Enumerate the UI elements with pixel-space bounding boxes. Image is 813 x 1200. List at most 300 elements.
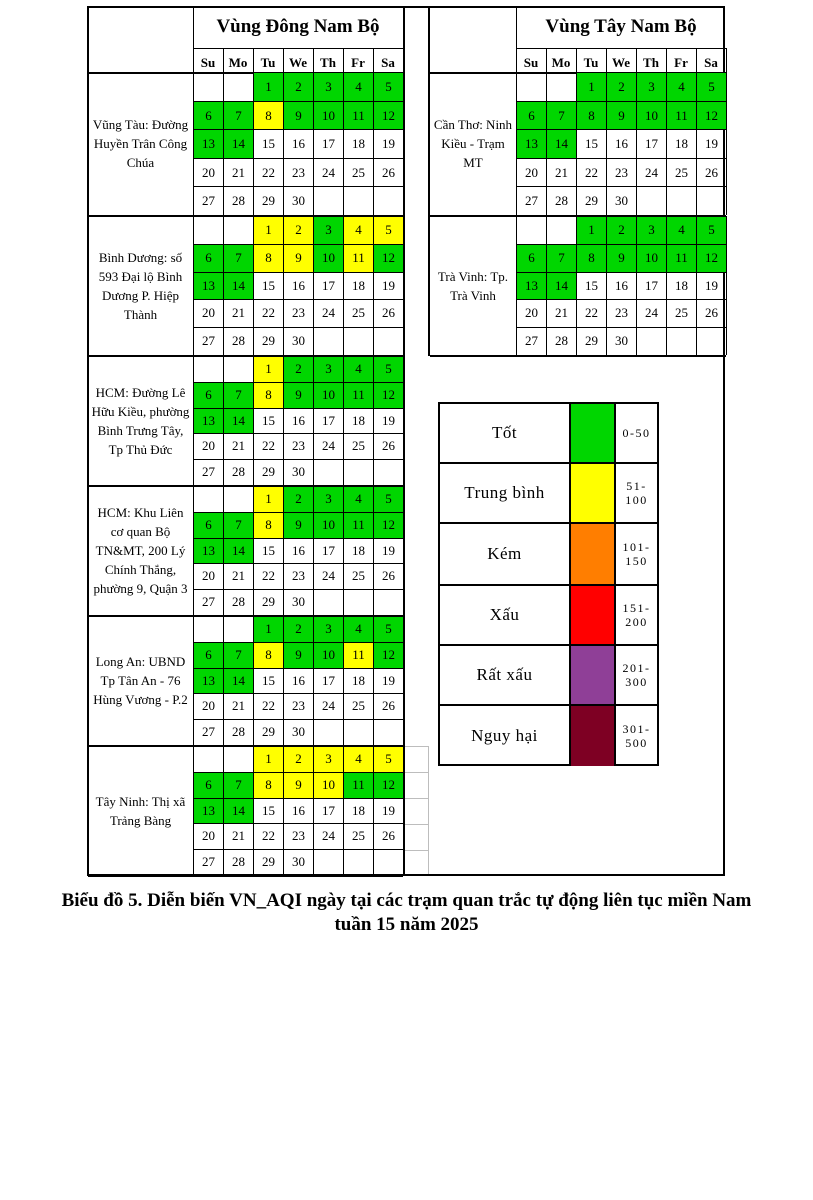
calendar-day-cell: 2 [284,217,313,244]
calendar-day-cell: 3 [637,73,666,101]
calendar-day-cell: 30 [292,193,305,209]
calendar-column-line [636,216,637,355]
legend-color-swatch [571,464,616,522]
calendar-day-cell [194,357,223,382]
calendar-day-cell: 7 [547,245,576,272]
east-station-name: Tây Ninh: Thị xã Trảng Bàng [95,793,186,828]
calendar-day-cell: 27 [202,464,215,480]
legend-color-swatch [571,586,616,644]
calendar-day-cell: 19 [705,277,718,293]
station-divider [430,355,726,357]
calendar-day-cell: 19 [382,136,395,152]
calendar-row-line [193,244,403,245]
calendar-row-line [193,129,403,130]
calendar-day-cell: 10 [314,245,343,272]
calendar-day-cell: 28 [232,724,245,740]
calendar-day-cell: 22 [262,568,275,584]
calendar-day-cell: 24 [322,305,335,321]
calendar-day-cell: 4 [667,217,696,244]
east-station-name: Vũng Tàu: Đường Huyền Trân Công Chúa [92,117,189,170]
calendar-day-cell: 3 [314,747,343,772]
calendar-day-cell: 8 [254,245,283,272]
calendar-column-line [223,616,224,745]
calendar-day-cell: 21 [232,828,245,844]
calendar-day-cell: 27 [525,193,538,209]
calendar-day-cell [314,328,343,355]
calendar-day-cell: 15 [262,542,275,558]
calendar-column-line [253,216,254,355]
west-station-name: Cần Thơ: Ninh Kiều - Trạm MT [433,117,513,170]
calendar-day-cell: 15 [262,672,275,688]
calendar-column-line [253,486,254,615]
calendar-day-cell: 9 [607,245,636,272]
calendar-day-cell: 4 [344,357,373,382]
calendar-day-cell [637,187,666,215]
calendar-day-cell: 7 [547,102,576,130]
calendar-day-cell: 28 [232,594,245,610]
calendar-day-cell: 16 [615,136,628,152]
calendar-day-cell [374,328,403,355]
calendar-day-cell: 7 [224,383,253,408]
calendar-day-cell: 27 [202,594,215,610]
calendar-row-line [193,589,403,590]
legend-range: 201-300 [622,661,651,689]
calendar-day-cell: 16 [292,277,305,293]
calendar-day-cell [224,217,253,244]
calendar-row-line [193,719,403,720]
calendar-row-line [193,823,403,824]
calendar-day-cell: 25 [352,568,365,584]
east-station-name: HCM: Khu Liên cơ quan Bộ TN&MT, 200 Lý Chính Thắng, phường 9, Quận 3 [93,505,188,596]
calendar-day-cell: 14 [224,539,253,564]
calendar-column-line [313,486,314,615]
day-header-mo: Mo [228,55,248,70]
header-column-line [283,48,284,72]
calendar-day-cell: 6 [517,102,546,130]
calendar-day-cell: 1 [577,217,606,244]
east-station-name: Bình Dương: số 593 Đại lộ Bình Dương P. Hiệp Thành [98,249,183,322]
calendar-day-cell: 24 [645,305,658,321]
figure-caption [0,889,813,937]
calendar-day-cell: 13 [194,273,223,300]
calendar-day-cell [344,590,373,615]
legend-row [440,706,657,766]
calendar-day-cell [344,720,373,745]
calendar-day-cell: 3 [314,617,343,642]
calendar-day-cell: 18 [352,672,365,688]
calendar-row-line [193,563,403,564]
calendar-column-line [606,216,607,355]
calendar-day-cell: 30 [292,464,305,480]
calendar-day-cell: 19 [382,802,395,818]
calendar-day-cell: 27 [202,854,215,870]
calendar-day-cell: 23 [615,164,628,180]
calendar-day-cell: 8 [254,383,283,408]
calendar-day-cell: 29 [585,193,598,209]
calendar-day-cell: 27 [525,333,538,349]
legend-row [440,404,657,464]
calendar-day-cell: 8 [254,513,283,538]
calendar-day-cell: 2 [284,487,313,512]
calendar-day-cell: 11 [667,102,696,130]
calendar-day-cell: 27 [202,333,215,349]
calendar-day-cell: 9 [284,513,313,538]
calendar-day-cell: 10 [637,102,666,130]
east-station-name: HCM: Đường Lê Hữu Kiều, phường Bình Trưng Tây, Tp Thủ Đức [91,384,190,457]
calendar-day-cell: 23 [292,305,305,321]
calendar-column-line [726,216,727,355]
calendar-day-cell: 12 [374,383,403,408]
east-name-column-line [193,8,194,874]
east-region-right-border [403,8,405,874]
calendar-day-cell: 16 [292,542,305,558]
legend-label: Nguy hại [440,706,571,766]
calendar-column-line [283,72,284,215]
calendar-day-cell: 24 [322,828,335,844]
calendar-day-cell: 22 [262,164,275,180]
calendar-day-cell [547,73,576,101]
calendar-column-line [313,216,314,355]
calendar-day-cell: 6 [194,102,223,130]
header-column-line [373,48,374,72]
calendar-day-cell: 5 [697,73,726,101]
header-divider [193,48,403,49]
calendar-day-cell [314,850,343,875]
calendar-day-cell: 21 [232,568,245,584]
calendar-day-cell: 13 [194,539,223,564]
calendar-day-cell: 14 [547,273,576,300]
calendar-column-line [313,356,314,485]
calendar-day-cell: 10 [314,773,343,798]
day-header-we: We [288,55,308,70]
header-column-line [666,48,667,72]
calendar-column-line [546,216,547,355]
legend-label: Kém [440,524,571,584]
calendar-day-cell: 25 [352,305,365,321]
legend-color-swatch [571,404,616,462]
aqi-legend [438,402,659,766]
calendar-day-cell: 8 [254,773,283,798]
calendar-day-cell: 17 [322,277,335,293]
calendar-day-cell: 18 [352,136,365,152]
calendar-day-cell: 17 [322,412,335,428]
calendar-column-line [696,72,697,215]
calendar-day-cell [314,720,343,745]
calendar-day-cell: 11 [344,102,373,130]
calendar-column-line [343,746,344,875]
calendar-row-line [516,244,726,245]
legend-color-swatch [571,706,616,766]
calendar-day-cell: 21 [232,698,245,714]
calendar-column-line [343,72,344,215]
calendar-column-line [283,616,284,745]
filler-grid-line [405,746,428,747]
day-header-sa: Sa [381,55,395,70]
calendar-day-cell: 22 [262,305,275,321]
calendar-day-cell [224,487,253,512]
calendar-row-line [193,158,403,159]
calendar-day-cell: 1 [254,617,283,642]
calendar-day-cell: 13 [517,273,546,300]
calendar-day-cell [194,747,223,772]
filler-grid-line [405,850,428,851]
calendar-row-line [193,433,403,434]
day-header-tu: Tu [260,55,276,70]
calendar-column-line [313,72,314,215]
calendar-day-cell: 3 [314,357,343,382]
calendar-day-cell: 9 [284,383,313,408]
calendar-day-cell: 22 [585,164,598,180]
calendar-day-cell: 9 [284,245,313,272]
calendar-day-cell: 17 [322,542,335,558]
calendar-column-line [373,356,374,485]
calendar-day-cell: 20 [202,164,215,180]
west-name-column-line [516,8,517,356]
calendar-row-line [516,272,726,273]
calendar-day-cell: 28 [232,854,245,870]
calendar-day-cell: 3 [637,217,666,244]
calendar-day-cell: 11 [344,643,373,668]
calendar-row-line [516,186,726,187]
calendar-day-cell [667,328,696,355]
calendar-day-cell: 27 [202,193,215,209]
calendar-day-cell: 30 [292,854,305,870]
calendar-day-cell: 16 [292,802,305,818]
calendar-day-cell: 3 [314,217,343,244]
header-column-line [223,48,224,72]
calendar-day-cell: 13 [194,130,223,158]
region-title-west: Vùng Tây Nam Bộ [545,16,697,37]
calendar-day-cell: 22 [262,828,275,844]
calendar-day-cell: 4 [344,217,373,244]
calendar-day-cell: 11 [344,773,373,798]
calendar-day-cell: 15 [262,802,275,818]
day-header-we: We [611,55,631,70]
calendar-column-line [373,746,374,875]
calendar-day-cell: 17 [322,672,335,688]
calendar-day-cell: 16 [292,672,305,688]
calendar-day-cell: 7 [224,102,253,130]
header-column-line [546,48,547,72]
calendar-day-cell [224,357,253,382]
calendar-column-line [223,746,224,875]
calendar-day-cell [637,328,666,355]
calendar-day-cell: 1 [254,73,283,101]
calendar-day-cell: 8 [577,102,606,130]
calendar-day-cell: 23 [615,305,628,321]
calendar-day-cell: 20 [202,568,215,584]
calendar-day-cell: 9 [284,643,313,668]
calendar-day-cell: 3 [314,73,343,101]
calendar-day-cell: 12 [374,245,403,272]
calendar-day-cell [224,73,253,101]
calendar-row-line [516,299,726,300]
calendar-column-line [223,356,224,485]
calendar-column-line [253,616,254,745]
calendar-day-cell: 2 [607,73,636,101]
calendar-day-cell: 18 [675,277,688,293]
calendar-day-cell: 9 [284,773,313,798]
day-header-th: Th [320,55,336,70]
calendar-day-cell: 25 [352,698,365,714]
calendar-day-cell: 25 [352,438,365,454]
calendar-column-line [373,616,374,745]
west-station-name: Trà Vinh: Tp. Trà Vinh [437,268,509,303]
day-header-sa: Sa [704,55,718,70]
legend-range: 151-200 [622,601,651,629]
calendar-day-cell: 23 [292,438,305,454]
calendar-day-cell: 19 [705,136,718,152]
day-header-th: Th [643,55,659,70]
calendar-day-cell: 28 [232,464,245,480]
calendar-row-line [193,798,403,799]
filler-grid-line [405,798,428,799]
calendar-day-cell: 2 [284,357,313,382]
header-column-line [313,48,314,72]
calendar-day-cell: 24 [645,164,658,180]
calendar-day-cell: 29 [585,333,598,349]
calendar-day-cell: 23 [292,828,305,844]
calendar-day-cell: 17 [645,277,658,293]
calendar-row-line [193,459,403,460]
calendar-day-cell: 15 [262,136,275,152]
calendar-column-line [576,216,577,355]
calendar-day-cell: 5 [374,217,403,244]
calendar-column-line [343,616,344,745]
calendar-day-cell: 6 [194,245,223,272]
calendar-day-cell: 10 [314,102,343,130]
legend-label: Rất xấu [440,646,571,704]
calendar-day-cell: 19 [382,542,395,558]
calendar-row-line [193,642,403,643]
calendar-day-cell: 6 [517,245,546,272]
calendar-day-cell: 29 [262,594,275,610]
calendar-row-line [193,327,403,328]
calendar-day-cell: 2 [284,73,313,101]
calendar-day-cell: 10 [314,643,343,668]
calendar-day-cell: 8 [254,102,283,130]
calendar-day-cell: 21 [555,164,568,180]
calendar-day-cell: 2 [607,217,636,244]
calendar-day-cell: 30 [292,594,305,610]
calendar-day-cell [344,328,373,355]
calendar-column-line [313,746,314,875]
calendar-day-cell: 5 [374,747,403,772]
calendar-column-line [373,216,374,355]
calendar-day-cell: 11 [344,383,373,408]
calendar-day-cell: 10 [637,245,666,272]
calendar-column-line [223,216,224,355]
calendar-day-cell: 6 [194,383,223,408]
calendar-day-cell: 14 [224,409,253,434]
calendar-day-cell: 29 [262,854,275,870]
calendar-day-cell: 19 [382,277,395,293]
filler-grid-line [428,746,429,874]
calendar-day-cell: 5 [697,217,726,244]
calendar-day-cell [667,187,696,215]
calendar-day-cell [224,617,253,642]
calendar-column-line [343,486,344,615]
calendar-day-cell: 24 [322,164,335,180]
calendar-day-cell: 28 [555,193,568,209]
calendar-day-cell: 26 [382,698,395,714]
calendar-day-cell: 5 [374,357,403,382]
legend-label: Tốt [440,404,571,462]
calendar-column-line [253,72,254,215]
calendar-day-cell: 30 [292,724,305,740]
calendar-day-cell: 25 [352,828,365,844]
calendar-row-line [193,772,403,773]
caption-line-1: Biểu đồ 5. Diễn biến VN_AQI ngày tại các trạm quan trắc tự động liên tục miền Nam [61,890,752,911]
calendar-day-cell: 24 [322,698,335,714]
calendar-day-cell: 30 [292,333,305,349]
calendar-column-line [283,746,284,875]
calendar-day-cell [374,460,403,485]
calendar-day-cell: 10 [314,513,343,538]
legend-color-swatch [571,524,616,584]
calendar-day-cell: 4 [344,617,373,642]
calendar-day-cell: 26 [382,305,395,321]
calendar-day-cell: 6 [194,773,223,798]
calendar-column-line [606,72,607,215]
calendar-column-line [283,216,284,355]
header-column-line [726,48,727,72]
calendar-day-cell: 20 [202,698,215,714]
day-header-tu: Tu [583,55,599,70]
calendar-day-cell [697,328,726,355]
calendar-day-cell: 29 [262,333,275,349]
calendar-day-cell: 26 [382,438,395,454]
region-title-east: Vùng Đông Nam Bộ [216,16,380,37]
header-column-line [343,48,344,72]
calendar-day-cell: 4 [344,747,373,772]
calendar-day-cell: 25 [352,164,365,180]
calendar-column-line [283,356,284,485]
calendar-day-cell [374,720,403,745]
calendar-column-line [283,486,284,615]
calendar-day-cell: 1 [577,73,606,101]
filler-grid-line [405,772,428,773]
calendar-day-cell: 15 [585,136,598,152]
calendar-day-cell: 15 [262,277,275,293]
legend-range: 51-100 [625,479,648,507]
station-divider [88,875,403,877]
calendar-day-cell: 4 [344,487,373,512]
calendar-day-cell: 20 [202,438,215,454]
calendar-day-cell: 21 [232,305,245,321]
calendar-day-cell: 5 [374,487,403,512]
calendar-row-line [193,849,403,850]
calendar-day-cell: 10 [314,383,343,408]
legend-range: 301-500 [622,722,651,750]
calendar-day-cell [697,187,726,215]
calendar-day-cell: 14 [547,130,576,158]
calendar-day-cell: 24 [322,568,335,584]
calendar-day-cell: 12 [374,102,403,130]
calendar-row-line [193,186,403,187]
calendar-day-cell: 26 [705,164,718,180]
calendar-day-cell: 6 [194,643,223,668]
calendar-day-cell [374,590,403,615]
calendar-day-cell: 20 [525,164,538,180]
calendar-row-line [193,668,403,669]
legend-row [440,464,657,524]
calendar-day-cell: 28 [232,333,245,349]
calendar-day-cell: 21 [232,438,245,454]
header-column-line [636,48,637,72]
calendar-column-line [343,216,344,355]
west-region-left-border [428,8,430,356]
